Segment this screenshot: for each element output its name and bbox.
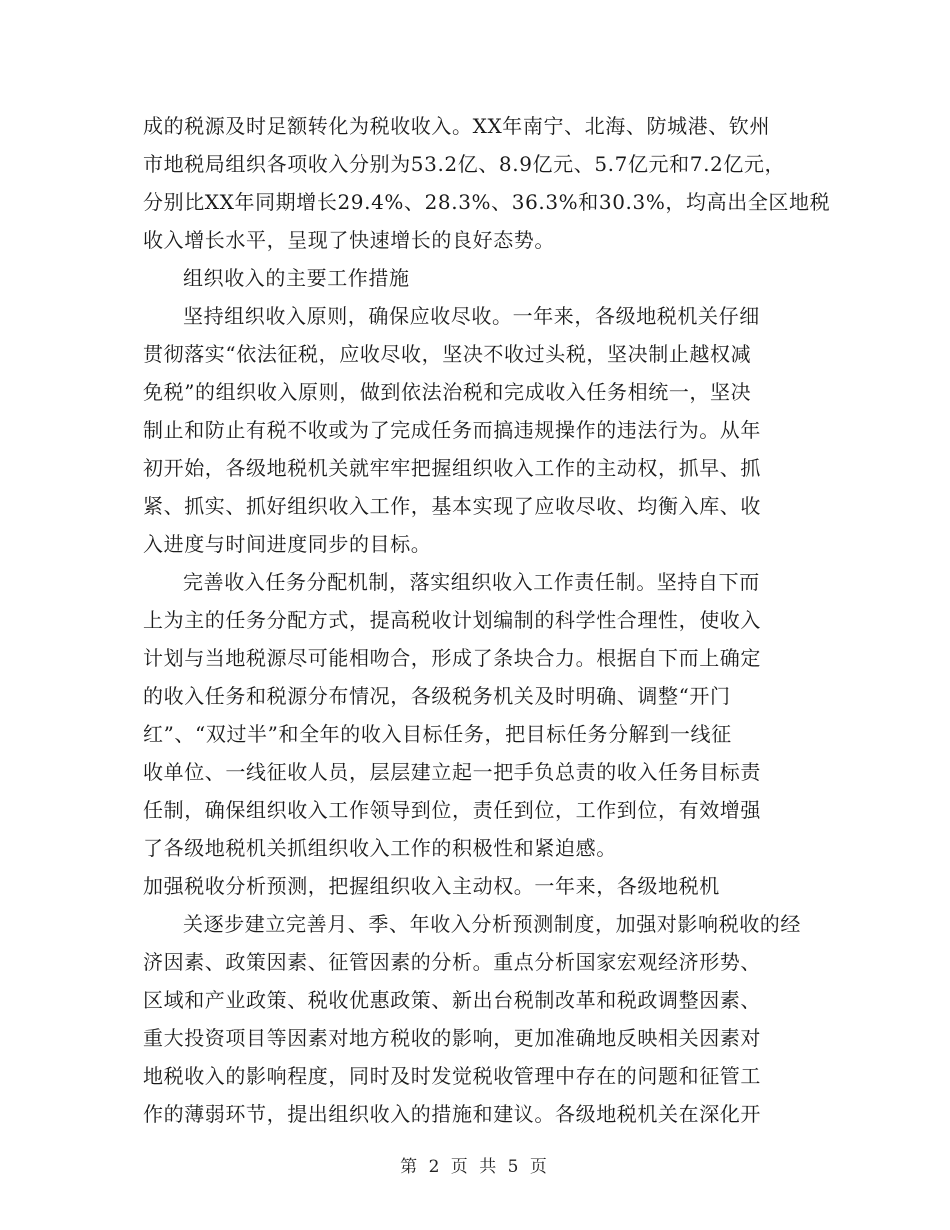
body-line: 重大投资项目等因素对地方税收的影响，更加准确地反映相关因素对	[143, 1026, 761, 1050]
body-line: 坚持组织收入原则，确保应收尽收。一年来，各级地税机关仔细	[183, 304, 760, 328]
body-line: 的收入任务和税源分布情况，各级税务机关及时明确、调整“开门	[143, 684, 731, 708]
body-line: 收入增长水平，呈现了快速增长的良好态势。	[143, 228, 555, 252]
body-line: 免税”的组织收入原则，做到依法治税和完成收入任务相统一，坚决	[143, 380, 752, 404]
page-number-footer: 第 2 页 共 5 页	[400, 1157, 550, 1177]
body-line: 成的税源及时足额转化为税收收入。XX年南宁、北海、防城港、钦州	[143, 114, 771, 138]
body-line: 地税收入的影响程度，同时及时发觉税收管理中存在的问题和征管工	[143, 1064, 761, 1088]
section-heading: 组织收入的主要工作措施	[183, 266, 410, 290]
body-line: 区域和产业政策、税收优惠政策、新出台税制改革和税政调整因素、	[143, 988, 761, 1012]
body-line: 市地税局组织各项收入分别为53.2亿、8.9亿元、5.7亿元和7.2亿元，	[143, 152, 786, 176]
body-line: 计划与当地税源尽可能相吻合，形成了条块合力。根据自下而上确定	[143, 646, 761, 670]
body-line: 关逐步建立完善月、季、年收入分析预测制度，加强对影响税收的经	[183, 912, 801, 936]
body-line: 初开始，各级地税机关就牢牢把握组织收入工作的主动权，抓早、抓	[143, 456, 761, 480]
body-line: 贯彻落实“依法征税，应收尽收，坚决不收过头税，坚决制止越权减	[143, 342, 752, 366]
body-line: 了各级地税机关抓组织收入工作的积极性和紧迫感。	[143, 836, 617, 860]
body-line: 制止和防止有税不收或为了完成任务而搞违规操作的违法行为。从年	[143, 418, 761, 442]
body-line: 入进度与时间进度同步的目标。	[143, 532, 432, 556]
body-line: 作的薄弱环节，提出组织收入的措施和建议。各级地税机关在深化开	[143, 1102, 761, 1126]
body-line: 任制，确保组织收入工作领导到位，责任到位，工作到位，有效增强	[143, 798, 761, 822]
body-line: 紧、抓实、抓好组织收入工作，基本实现了应收尽收、均衡入库、收	[143, 494, 761, 518]
body-line: 红”、“双过半”和全年的收入目标任务，把目标任务分解到一线征	[143, 722, 732, 746]
body-line: 加强税收分析预测，把握组织收入主动权。一年来，各级地税机	[143, 874, 720, 898]
body-line: 收单位、一线征收人员，层层建立起一把手负总责的收入任务目标责	[143, 760, 761, 784]
body-line: 济因素、政策因素、征管因素的分析。重点分析国家宏观经济形势、	[143, 950, 761, 974]
body-line: 完善收入任务分配机制，落实组织收入工作责任制。坚持自下而	[183, 570, 760, 594]
body-line: 上为主的任务分配方式，提高税收计划编制的科学性合理性，使收入	[143, 608, 761, 632]
body-line: 分别比XX年同期增长29.4%、28.3%、36.3%和30.3%，均高出全区地税	[143, 190, 831, 214]
